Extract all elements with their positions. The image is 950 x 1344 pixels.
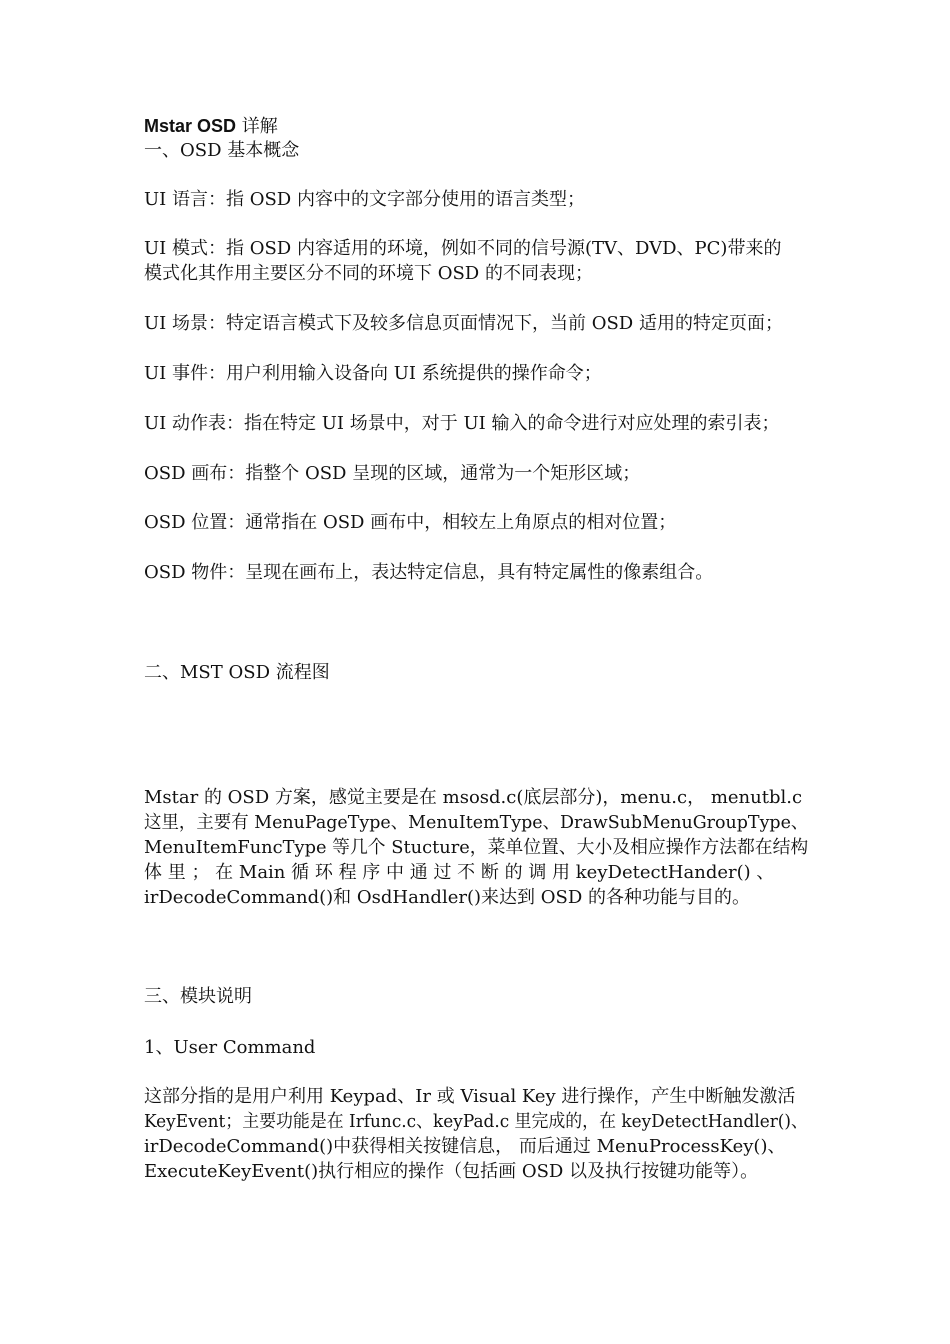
definition-ui-action-table: UI 动作表：指在特定 UI 场景中，对于 UI 输入的命令进行对应处理的索引表； <box>144 413 780 434</box>
section3-paragraph-line1: 这部分指的是用户利用 Keypad、Ir 或 Visual Key 进行操作，产生中断触发激活 <box>144 1086 796 1107</box>
definition-ui-scene: UI 场景：特定语言模式下及较多信息页面情况下，当前 OSD 适用的特定页面； <box>144 313 783 334</box>
section3-subheading: 1、User Command <box>144 1037 316 1058</box>
definition-osd-canvas: OSD 画布：指整个 OSD 呈现的区域，通常为一个矩形区域； <box>144 463 641 484</box>
title-suffix: 详解 <box>236 116 278 137</box>
section2-paragraph-line5: irDecodeCommand()和 OsdHandler()来达到 OSD 的各种功能与目的。 <box>144 887 750 908</box>
section3-heading: 三、模块说明 <box>144 986 252 1007</box>
title-bold: Mstar OSD <box>144 116 237 136</box>
definition-osd-position: OSD 位置：通常指在 OSD 画布中，相较左上角原点的相对位置； <box>144 512 677 533</box>
definition-osd-object: OSD 物件：呈现在画布上，表达特定信息，具有特定属性的像素组合。 <box>144 562 714 583</box>
section3-paragraph-line3: irDecodeCommand()中获得相关按键信息， 而后通过 MenuProcessKey()、 <box>144 1136 786 1157</box>
section2-paragraph-line4: 体 里 ； 在 Main 循 环 程 序 中 通 过 不 断 的 调 用 keyDetectHander() 、 <box>144 862 775 883</box>
document-title <box>144 114 278 139</box>
definition-ui-language: UI 语言：指 OSD 内容中的文字部分使用的语言类型； <box>144 189 585 210</box>
section3-paragraph-line4: ExecuteKeyEvent()执行相应的操作（包括画 OSD 以及执行按键功能等）。 <box>144 1161 759 1182</box>
section2-paragraph-line3: MenuItemFuncType 等几个 Stucture，菜单位置、大小及相应操作方法都在结构 <box>144 837 809 858</box>
definition-ui-mode-line2: 模式化其作用主要区分不同的环境下 OSD 的不同表现； <box>144 263 593 284</box>
section3-paragraph-line2: KeyEvent；主要功能是在 Irfunc.c、keyPad.c 里完成的，在 keyDetectHandler()、 <box>144 1111 808 1132</box>
definition-ui-mode-line1: UI 模式：指 OSD 内容适用的环境，例如不同的信号源(TV、DVD、PC)带来的 <box>144 238 782 259</box>
section2-paragraph-line1: Mstar 的 OSD 方案，感觉主要是在 msosd.c(底层部分)，menu.c， menutbl.c <box>144 787 803 808</box>
section1-heading: 一、OSD 基本概念 <box>144 140 300 161</box>
definition-ui-event: UI 事件：用户利用输入设备向 UI 系统提供的操作命令； <box>144 363 602 384</box>
section2-paragraph-line2: 这里，主要有 MenuPageType、MenuItemType、DrawSubMenuGroupType、 <box>144 812 809 833</box>
section2-heading: 二、MST OSD 流程图 <box>144 662 330 683</box>
